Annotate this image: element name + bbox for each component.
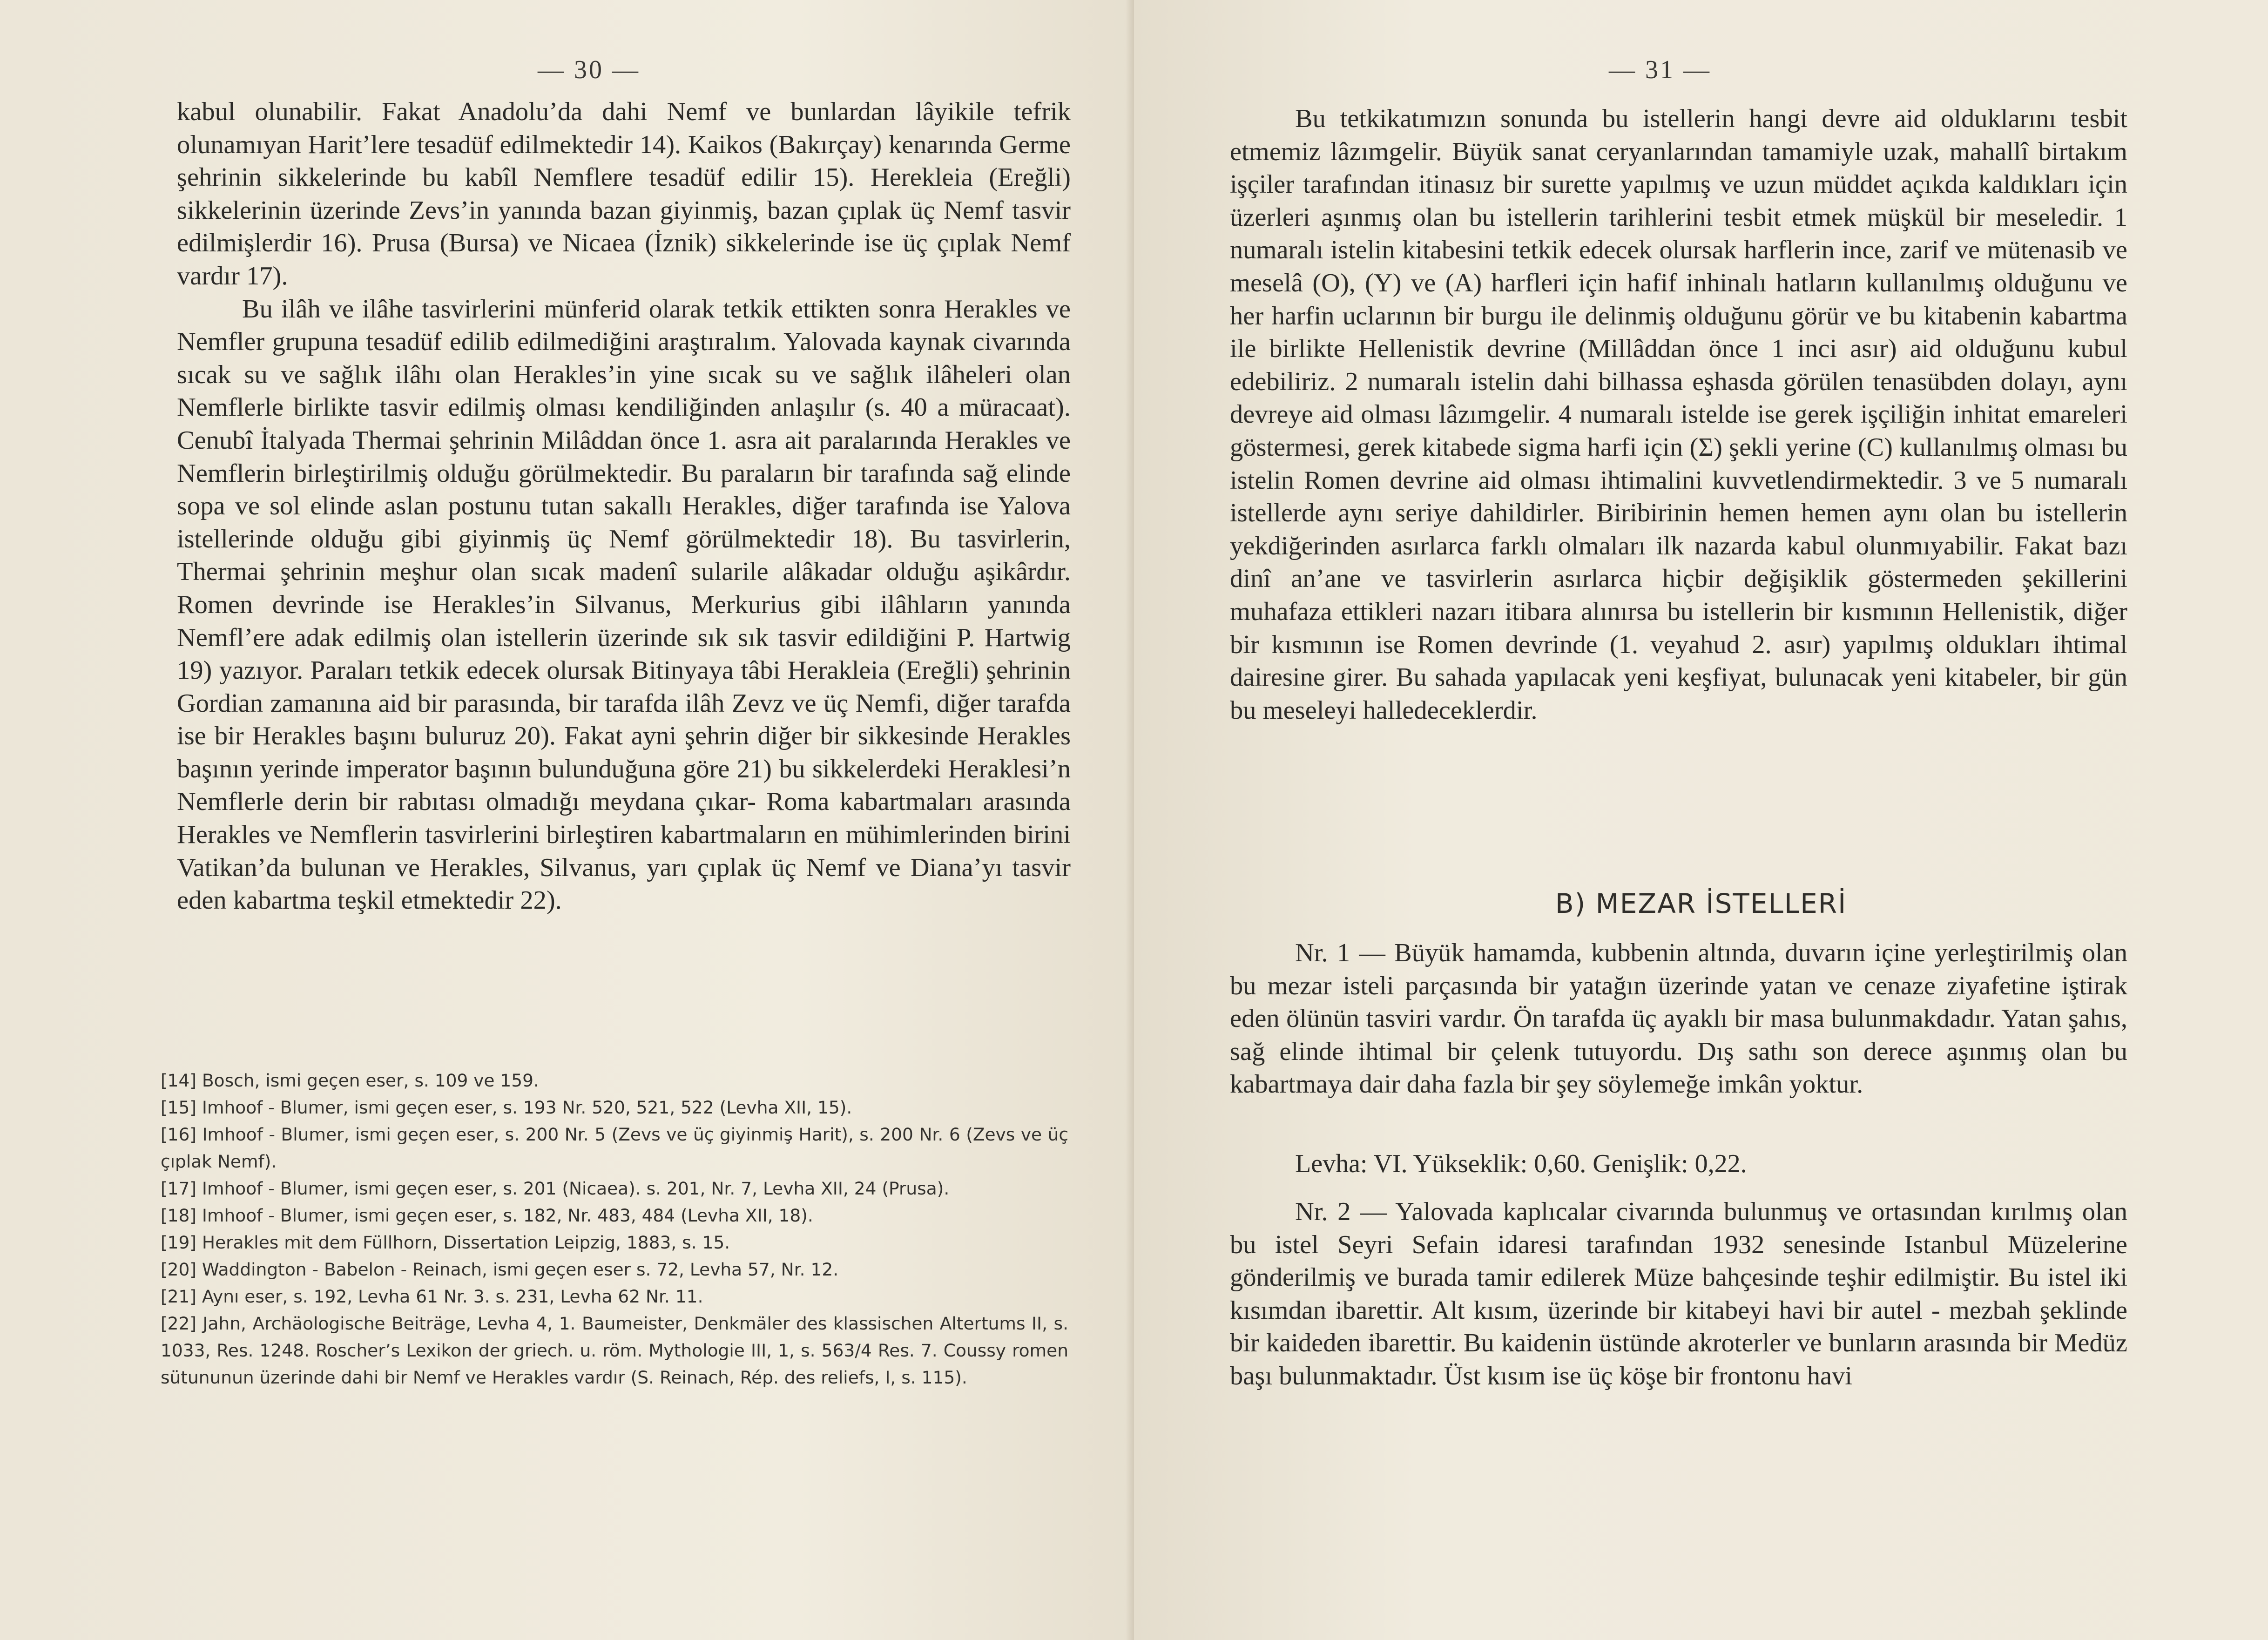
levha-block bbox=[1230, 1147, 2127, 1181]
levha-line: Levha: VI. Yükseklik: 0,60. Genişlik: 0,22. bbox=[1295, 1149, 1747, 1178]
nr1-paragraph: Nr. 1 — Büyük hamamda, kubbenin altında, duvarın içine yerleştirilmiş olan bu mezar isteli parçasında bir yatağın üzerinde yatan ve cenaze ziyafetine iştirak eden ölünün tasviri vardır. Ön tarafda üç ayaklı bir masa bulunmakdadır. Yatan şahıs, sağ elinde ihtimal bir çelenk tutuyordu. Dış sathı son derece aşınmış olan bu kabartmaya dair daha fazla bir şey söylemeğe imkân yoktur. bbox=[1230, 938, 2127, 1099]
page-number-left: — 30 — bbox=[538, 55, 640, 84]
footnote-14: [14] Bosch, ismi geçen eser, s. 109 ve 159. bbox=[161, 1070, 539, 1091]
footnote-20: [20] Waddington - Babelon - Reinach, ismi geçen eser s. 72, Levha 57, Nr. 12. bbox=[161, 1259, 839, 1280]
footnote-15: [15] Imhoof - Blumer, ismi geçen eser, s. 193 Nr. 520, 521, 522 (Levha XII, 15). bbox=[161, 1097, 852, 1118]
footnote-21: [21] Aynı eser, s. 192, Levha 61 Nr. 3. s. 231, Levha 62 Nr. 11. bbox=[161, 1286, 703, 1307]
footnote-18: [18] Imhoof - Blumer, ismi geçen eser, s. 182, Nr. 483, 484 (Levha XII, 18). bbox=[161, 1205, 813, 1226]
page-number-right: — 31 — bbox=[1609, 55, 1711, 84]
footnote-22: [22] Jahn, Archäologische Beiträge, Levha 4, 1. Baumeister, Denkmäler des klassischen Altertums II, s. 1033, Res. 1248. Roscher’s Lexikon der griech. u. röm. Mythologie III, 1, s. 563/4 Res. 7. Coussy romen sütununun üzerinde dahi bir Nemf ve Herakles vardır (S. Reinach, Rép. des reliefs, I, s. 115). bbox=[161, 1313, 1068, 1388]
paragraph-1: kabul olunabilir. Fakat Anadolu’da dahi Nemf ve bunlardan lâyikile tefrik olunamıyan Harit’lere tesadüf edilmektedir 14). Kaikos (Bakırçay) kenarında Germe şehrinin sikkelerinde bu kabîl Nemflere tesadüf edilir 15). Herekleia (Ereğli) sikkelerinin üzerinde Zevs’in yanında bazan giyinmiş, bazan çıplak üç Nemf tasvir edilmişlerdir 16). Prusa (Bursa) ve Nicaea (İznik) sikkelerinde ise üç çıplak Nemf vardır 17). bbox=[177, 97, 1071, 290]
right-page bbox=[1134, 0, 2268, 1640]
footnote-19: [19] Herakles mit dem Füllhorn, Dissertation Leipzig, 1883, s. 15. bbox=[161, 1232, 730, 1253]
nr2-block bbox=[1230, 1195, 2127, 1393]
footnote-17: [17] Imhoof - Blumer, ismi geçen eser, s. 201 (Nicaea). s. 201, Nr. 7, Levha XII, 24 (Prusa). bbox=[161, 1178, 950, 1199]
intro-paragraph: Bu tetkikatımızın sonunda bu istellerin hangi devre aid olduklarını tesbit etmemiz lâzımgelir. Büyük sanat ceryanlarından tamamiyle uzak, mahallî birtakım işçiler tarafından itinasız bir surette yapılmış ve uzun müddet açıkda kaldıkları için üzerleri aşınmış olan bu istellerin tarihlerini tesbit etmek müşkül bir meseledir. 1 numaralı istelin kitabesini tetkik edecek olursak harflerin ince, zarif ve mütenasib ve meselâ (O), (Y) ve (A) harfleri için hafif inhinalı hatların kullanılmış olduğunu ve her harfin uclarının bir burgu ile delinmiş olduğunu görür ve bu kitabenin kabartma ile birlikte Hellenistik devrine (Millâddan önce 1 inci asır) aid olduğunu kubul edebiliriz. 2 numaralı istelin dahi bilhassa eşhasda görülen tenasübden dolayı, aynı devreye aid olması lâzımgelir. 4 numaralı istelde ise gerek işçiliğin inhitat emareleri göstermesi, gerek kitabede sigma harfi için (Σ) şekli yerine (C) kullanılmış olması bu istelin Romen devrine aid olması ihtimalini kuvvetlendirmektedir. 3 ve 5 numaralı istellerde aynı seriye dahildirler. Biribirinin hemen hemen aynı olan bu istellerin yekdiğerinden asırlarca farklı olmaları ilk nazarda kabul olunmıyabilir. Fakat bazı dinî an’ane ve tasvirlerin asırlarca hiçbir değişiklik göstermeden şekillerini muhafaza ettikleri nazarı itibara alınırsa bu istellerin bir kısmının Hellenistik, diğer bir kısmının ise Romen devrinde (1. veyahud 2. asır) yapılmış oldukları ihtimal dairesine girer. Bu sahada yapılacak yeni keşfiyat, bulunacak yeni kitabeler, bir gün bu meseleyi halledeceklerdir. bbox=[1230, 104, 2127, 725]
paragraph-2: Bu ilâh ve ilâhe tasvirlerini münferid olarak tetkik ettikten sonra Herakles ve Nemfler grupuna tesadüf edilib edilmediğini araştıralım. Yalovada kaynak civarında sıcak su ve sağlık ilâhı olan Herakles’in yine sıcak su ve sağlık ilâheleri olan Nemflerle birlikte tasvir edilmiş olması kendiliğinden anlaşılır (s. 40 a müracaat). Cenubî İtalyada Thermai şehrinin Milâddan önce 1. asra ait paralarında Herakles ve Nemflerin birleştirilmiş olduğu görülmektedir. Bu paraların bir tarafında sağ elinde sopa ve sol elinde aslan postunu tutan sakallı Herakles, diğer tarafında ise Yalova istellerinde olduğu gibi giyinmiş üç Nemf görülmektedir 18). Bu tasvirlerin, Thermai şehrinin meşhur olan sıcak madenî sularile alâkadar olduğu aşikârdır. Romen devrinde ise Herakles’in Silvanus, Merkurius gibi ilâhların yanında Nemfl’ere adak edilmiş olan istellerin üzerinde sık sık tasvir edildiğini P. Hartwig 19) yazıyor. Paraları tetkik edecek olursak Bitinyaya tâbi Herakleia (Ereğli) şehrinin Gordian zamanına aid bir parasında, bir tarafda ilâh Zevz ve üç Nemfi, diğer tarafda ise bir Herakles başını buluruz 20). Fakat ayni şehrin diğer bir sikkesinde Herakles başının yerinde imperator başının bulunduğuna göre 21) bu sikkelerdeki Heraklesi’n Nemflerle derin bir rabıtası olmadığı meydana çıkar- Roma kabartmaları arasında Herakles ve Nemflerin tasvirlerini birleştiren kabartmaların en mühimlerinden birini Vatikan’da bulunan ve Herakles, Silvanus, yarı çıplak üç Nemf ve Diana’yı tasvir eden kabartma teşkil etmektedir 22). bbox=[177, 294, 1071, 915]
nr2-paragraph: Nr. 2 — Yalovada kaplıcalar civarında bulunmuş ve ortasından kırılmış olan bu istel Seyri Sefain idaresi tarafından 1932 senesinde Istanbul Müzelerine gönderilmiş ve burada tamir edilerek Müze bahçesinde teşhir edilmiştir. Bu istel iki kısımdan ibarettir. Alt kısım, üzerinde bir kitabeyi havi bir autel - mezbah şeklinde bir kaideden ibarettir. Bu kaidenin üstünde akroterler ve bunların arasında bir Medüz başı bulunmaktadır. Üst kısım ise üç köşe bir frontonu havi bbox=[1230, 1197, 2127, 1390]
nr1-block bbox=[1230, 937, 2127, 1101]
right-intro-text bbox=[1230, 102, 2127, 727]
section-heading: B) MEZAR İSTELLERİ bbox=[1555, 888, 1847, 919]
footnotes bbox=[161, 1067, 1068, 1391]
left-body-text bbox=[177, 95, 1071, 917]
footnote-16: [16] Imhoof - Blumer, ismi geçen eser, s. 200 Nr. 5 (Zevs ve üç giyinmiş Harit), s. 200 Nr. 6 (Zevs ve üç çıplak Nemf). bbox=[161, 1124, 1068, 1172]
